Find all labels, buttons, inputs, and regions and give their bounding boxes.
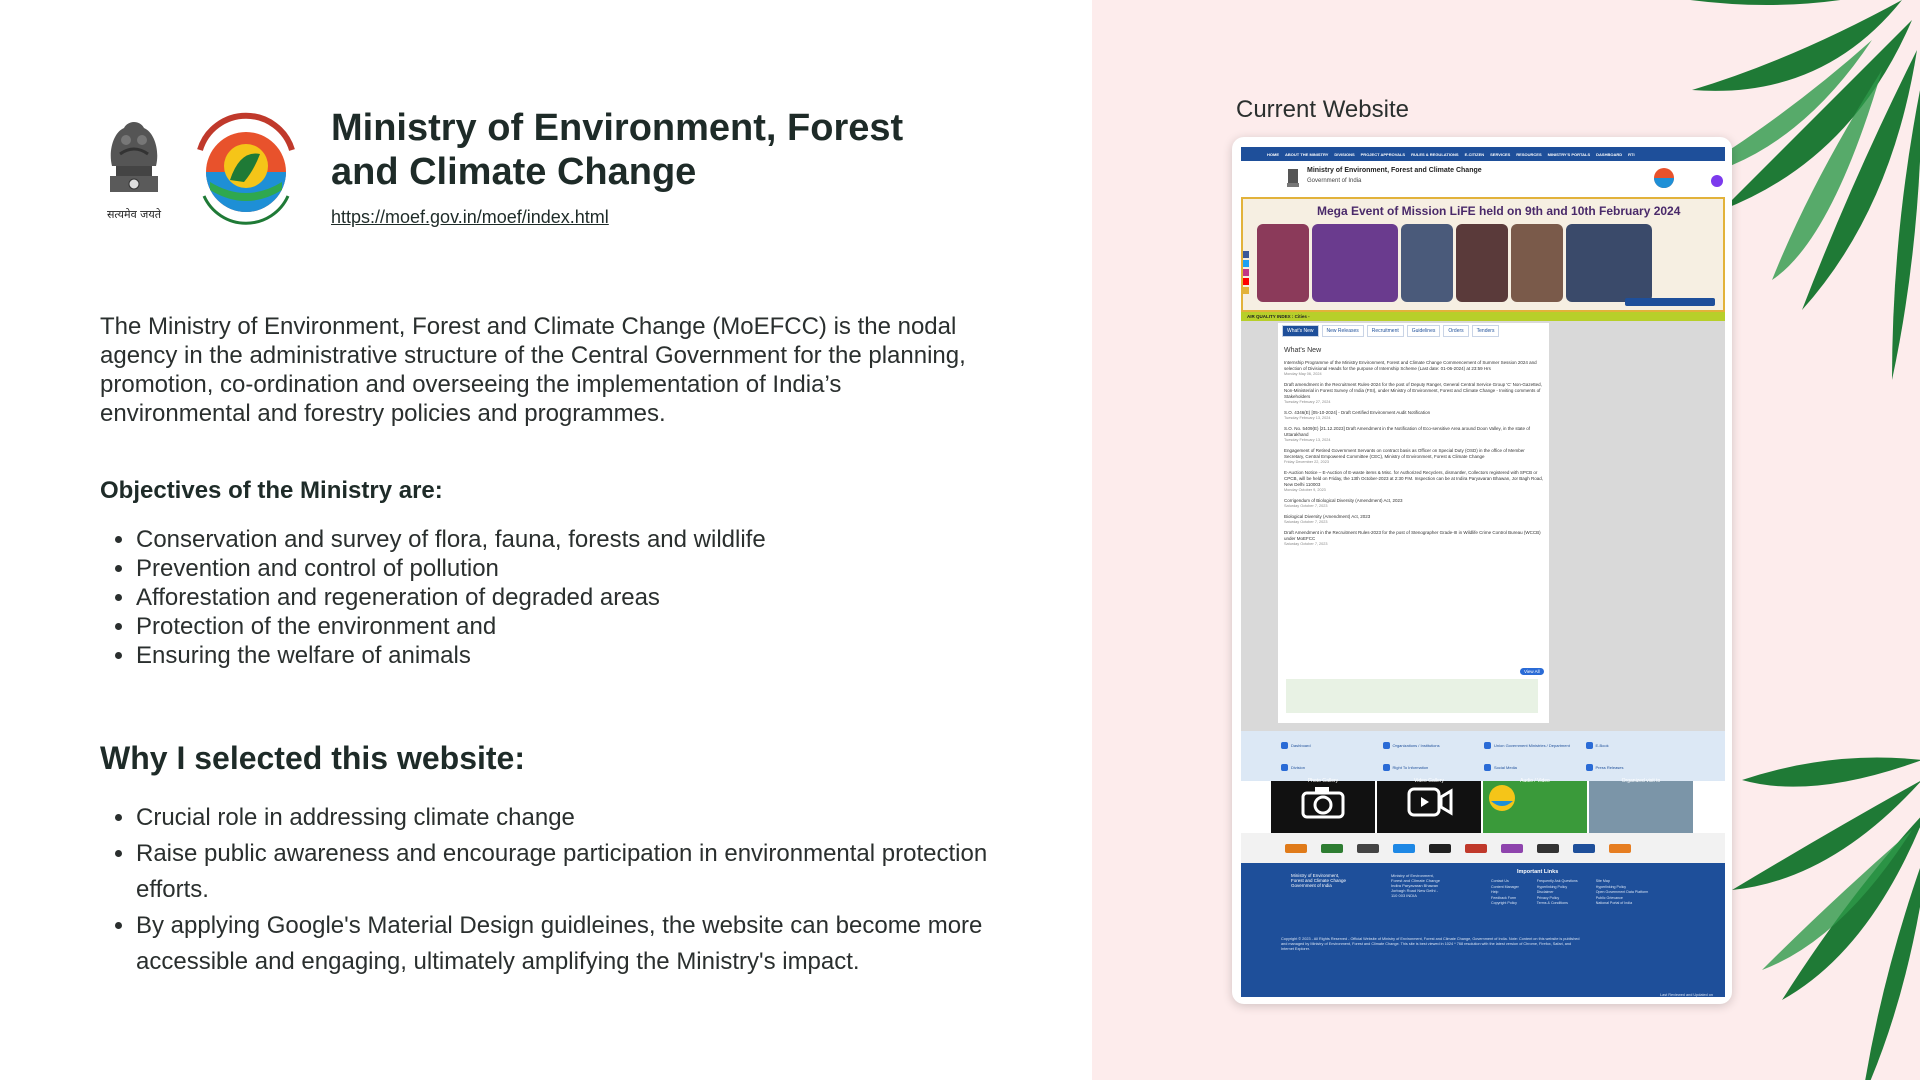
footer-important-links-title: Important Links	[1517, 869, 1559, 875]
emblem-motto: सत्यमेव जयते	[106, 208, 162, 221]
quick-link-label: Press Releases	[1595, 764, 1624, 770]
why-item: • Crucial role in addressing climate change	[136, 800, 1036, 836]
news-text: Corrigendum of Biological Diversity (Amendment) Act, 2023	[1284, 498, 1403, 503]
partner-logo-icon[interactable]	[1321, 844, 1343, 853]
news-item[interactable]	[1284, 470, 1543, 492]
partner-logo-icon[interactable]	[1537, 844, 1559, 853]
partner-logo-icon[interactable]	[1609, 844, 1631, 853]
partner-logos	[1241, 833, 1725, 863]
quick-link-label: Organizations / Institutions	[1392, 742, 1440, 748]
objective-item: • Conservation and survey of flora, fauna, forests and wildlife	[136, 525, 766, 554]
quick-link-press-releases[interactable]	[1586, 757, 1686, 777]
news-date: Saturday October 7, 2023	[1284, 520, 1328, 524]
news-date: Friday December 22, 2023	[1284, 460, 1329, 464]
social-sidebar	[1243, 251, 1249, 294]
news-text: Engagement of Retired Government Servants on contract basis as Officer on Special Duty (OSD) in the office of Member Secretary, Central Empowered Committee (CEC), Ministry of Environment, Forest & Climate Change	[1284, 448, 1525, 459]
footer-ministry-name: Ministry of Environment, Forest and Climate Change Government of India	[1291, 873, 1347, 888]
gallery-label: Video Gallery	[1414, 778, 1444, 784]
news-item[interactable]	[1284, 448, 1543, 464]
quick-link-social-media[interactable]	[1484, 757, 1584, 777]
site-header-gov: Government of India	[1307, 178, 1362, 184]
audio-video-tile[interactable]	[1483, 778, 1587, 833]
quick-link-label: Right To Information	[1392, 764, 1429, 770]
footer-copyright: Copyright © 2023 - All Rights Reserved - Official Website of Ministry of Environment, Forest and Climate Change, Government of India. Note: Content on this website is published and managed by Ministry of Environment, Forest and Climate Change. This site is best viewed in 1024 * 768 resolution with the latest version of Chrome, Firefox, Safari, and Internet Explorer.	[1281, 937, 1580, 952]
video-gallery-tile[interactable]	[1377, 778, 1481, 833]
footer-link[interactable]: Contact Us	[1491, 879, 1509, 883]
current-website-label: Current Website	[1236, 96, 1409, 123]
whats-new-panel	[1278, 323, 1549, 723]
footer-link[interactable]: Help	[1491, 890, 1499, 894]
quick-link-rti[interactable]	[1383, 757, 1483, 777]
intro-paragraph: The Ministry of Environment, Forest and Climate Change (MoEFCC) is the nodal agency in the administrative structure of the Central Government for the planning, promotion, co-ordination and overseeing the implementation of India’s environmental and forestry policies and programmes.	[100, 313, 966, 427]
quick-link-label: Union Government Ministries / Department	[1494, 742, 1570, 748]
footer-link[interactable]: Terms & Conditions	[1536, 901, 1568, 905]
gallery-label: Organized visit to	[1621, 778, 1661, 784]
quick-link-division[interactable]	[1281, 757, 1381, 777]
banner-photo	[1257, 224, 1309, 302]
why-item: • By applying Google's Material Design guidleines, the website can become more accessible and engaging, ultimately amplifying the Ministry's impact.	[136, 908, 1036, 980]
objective-item: • Ensuring the welfare of animals	[136, 641, 766, 670]
quick-link-organizations[interactable]	[1383, 735, 1483, 755]
partner-logo-icon[interactable]	[1285, 844, 1307, 853]
site-nav-item[interactable]: HOME	[1267, 151, 1279, 157]
banner-carousel-controls[interactable]	[1625, 298, 1715, 306]
site-nav-item[interactable]: RULES & REGULATIONS	[1411, 151, 1459, 157]
site-nav-item[interactable]: RESOURCES	[1516, 151, 1542, 157]
tab-recruitment[interactable]: Recruitment	[1367, 325, 1404, 337]
government-icon	[1484, 742, 1491, 749]
accessibility-icon[interactable]	[1711, 175, 1723, 187]
site-content	[1241, 321, 1725, 731]
site-nav-item[interactable]: MINISTRY'S PORTALS	[1547, 151, 1591, 157]
banner-photo	[1456, 224, 1508, 302]
quick-link-label: Dashboard	[1291, 742, 1311, 748]
site-nav-item[interactable]: DASHBOARD	[1596, 151, 1623, 157]
site-emblem-icon	[1285, 165, 1301, 191]
site-header	[1241, 161, 1725, 197]
site-footer	[1241, 863, 1725, 997]
news-item[interactable]	[1284, 514, 1543, 524]
site-nav-item[interactable]: PROJECT APPROVALS	[1360, 151, 1406, 157]
site-nav-item[interactable]: RTI	[1628, 151, 1635, 157]
division-icon	[1281, 764, 1288, 771]
banner-photo	[1511, 224, 1563, 302]
news-item[interactable]	[1284, 530, 1543, 546]
footer-link-column	[1596, 879, 1649, 907]
ministry-title-line-2: and Climate Change	[331, 151, 697, 193]
quick-link-label: E-Book	[1595, 742, 1609, 748]
footer-updated: Last Reviewed and Updated on	[1660, 993, 1713, 997]
banner-photo	[1401, 224, 1453, 302]
news-text: Internship Programme of the Ministry Environment, Forest and Climate Change Commencement of Summer Session 2024 and selection of Divisional Heads for the purpose of Internship Scheme (Last date: 01-06-2024) at 23:59 Hrs	[1284, 360, 1537, 371]
quick-link-label: Social Media	[1494, 764, 1517, 770]
footer-link[interactable]: Feedback Form	[1491, 895, 1517, 900]
news-item[interactable]	[1284, 498, 1543, 508]
banner-title: Mega Event of Mission LiFE held on 9th and 10th February 2024	[1317, 204, 1681, 218]
footer-link-column	[1537, 879, 1578, 907]
youtube-icon[interactable]	[1243, 278, 1249, 285]
footer-link[interactable]: National Portal of India	[1595, 901, 1633, 905]
twitter-icon[interactable]	[1243, 260, 1249, 267]
site-nav-item[interactable]: E-CITIZEN	[1464, 151, 1485, 157]
banner-photos	[1257, 224, 1652, 302]
partner-logo-icon[interactable]	[1501, 844, 1523, 853]
ministry-title	[331, 106, 951, 194]
footer-link[interactable]: Frequently Ask Questions	[1536, 879, 1578, 883]
site-nav-bar	[1241, 147, 1725, 161]
site-header-name: Ministry of Environment, Forest and Climate Change	[1307, 167, 1482, 174]
news-date: Tuesday February 13, 2024	[1284, 438, 1331, 442]
banner-photo	[1566, 224, 1652, 302]
footer-address: Ministry of Environment, Forest and Climate Change Indira Paryavaran Bhawan Jorbagh Road New Delhi - 110 003 INDIA	[1391, 873, 1440, 898]
site-nav-item[interactable]: ABOUT THE MINISTRY	[1285, 151, 1329, 157]
site-nav-item[interactable]: SERVICES	[1490, 151, 1511, 157]
website-screenshot	[1241, 147, 1725, 997]
news-date: Saturday October 7, 2023	[1284, 504, 1328, 508]
document-icon	[1383, 764, 1390, 771]
news-text: Biological Diversity (Amendment) Act, 2023	[1284, 514, 1371, 519]
quick-links	[1241, 731, 1725, 781]
mission-life-banner[interactable]	[1286, 679, 1538, 713]
site-nav-item[interactable]: DIVISIONS	[1334, 151, 1355, 157]
dashboard-icon	[1281, 742, 1288, 749]
footer-link-column	[1491, 879, 1519, 907]
organized-visit-tile[interactable]	[1589, 778, 1693, 833]
objective-item: • Protection of the environment and	[136, 612, 766, 641]
national-emblem-icon	[98, 110, 170, 232]
news-date: Monday October 9, 2023	[1284, 488, 1326, 492]
aqi-bar[interactable]: AIR QUALITY INDEX : Cities -	[1241, 312, 1725, 321]
footer-link[interactable]: Content Manager	[1491, 884, 1519, 889]
facebook-icon[interactable]	[1243, 251, 1249, 258]
website-screenshot-frame	[1232, 137, 1732, 1004]
gallery-label: Photo Gallery	[1307, 778, 1339, 784]
partner-logo-icon[interactable]	[1357, 844, 1379, 853]
news-date: Saturday October 7, 2023	[1284, 542, 1328, 546]
quick-link-label: Division	[1291, 764, 1306, 770]
banner-photo	[1312, 224, 1398, 302]
footer-link[interactable]: Privacy Policy	[1536, 895, 1560, 900]
ministry-url-link[interactable]: https://moef.gov.in/moef/index.html	[331, 207, 609, 227]
instagram-icon[interactable]	[1243, 269, 1249, 276]
news-item[interactable]	[1284, 426, 1543, 442]
footer-link[interactable]: Disclaimer	[1536, 890, 1554, 894]
media-gallery	[1241, 778, 1725, 833]
whats-new-title: What's New	[1284, 347, 1322, 354]
why-item: • Raise public awareness and encourage participation in environmental protection efforts.	[136, 836, 1036, 908]
share-icon[interactable]	[1243, 287, 1249, 294]
news-text: Draft amendment in the Recruitment Rules-2024 for the post of Deputy Ranger, General Central Service Group 'C' Non-Gazetted, Non-Ministerial in Forest Survey of India (FSI), under Ministry of Environment, Forest and Climate Change - Inviting comments of Stakeholders	[1284, 382, 1542, 399]
site-logo-icon	[1651, 166, 1677, 190]
news-date: Monday May 06, 2024	[1284, 372, 1322, 376]
view-all-button[interactable]: View All	[1520, 668, 1544, 675]
footer-link[interactable]: Hyperlinking Policy	[1536, 884, 1568, 889]
tab-new-releases[interactable]: New Releases	[1322, 325, 1364, 337]
quick-link-dashboard[interactable]	[1281, 735, 1381, 755]
objectives-heading: Objectives of the Ministry are:	[100, 477, 443, 504]
news-text: E-Auction Notice – E-Auction of E-waste items & Misc. for Authorized Recyclers, dismantler, Collectors registered with SPCB or CPCB, will be held on Friday, the 13th October-2023 at 2:30 P.M. Inspection can be at Indira Paryavaran Bhawan, Jor Bagh Road, New Delhi 110003	[1284, 470, 1543, 487]
book-icon	[1586, 742, 1593, 749]
news-date: Tuesday February 27, 2024	[1284, 400, 1331, 404]
partner-logo-icon[interactable]	[1393, 844, 1415, 853]
partner-logo-icon[interactable]	[1573, 844, 1595, 853]
partner-logo-icon[interactable]	[1465, 844, 1487, 853]
news-item[interactable]	[1284, 410, 1543, 420]
news-item[interactable]	[1284, 360, 1543, 376]
gallery-label: Audio / Video	[1520, 778, 1550, 784]
partner-logo-icon[interactable]	[1429, 844, 1451, 853]
quick-link-ebook[interactable]	[1586, 735, 1686, 755]
objective-item: • Prevention and control of pollution	[136, 554, 766, 583]
footer-link-columns	[1491, 879, 1648, 907]
press-icon	[1586, 764, 1593, 771]
footer-link[interactable]: Site Map	[1595, 879, 1610, 883]
site-banner	[1241, 197, 1725, 312]
right-panel	[1092, 0, 1920, 1080]
moefcc-logo-icon	[190, 110, 302, 228]
organization-icon	[1383, 742, 1390, 749]
news-text: Draft Amendment in the Recruitment Rules-2023 for the post of Stenographer Grade-III in Wildlife Crime Control Bureau (WCCB) under MoEFCC	[1284, 530, 1541, 541]
footer-link[interactable]: Open Government Data Platform	[1595, 890, 1649, 894]
why-list	[100, 800, 1036, 980]
footer-link[interactable]: Public Grievance	[1595, 895, 1623, 900]
news-text: S.O. No. 5409(E) [21.12.2023] Draft Amendment in the Notification of Eco-sensitive Area around Doon Valley, in the state of Uttarakhand	[1284, 426, 1530, 437]
photo-gallery-tile[interactable]	[1271, 778, 1375, 833]
objectives-list	[100, 525, 766, 670]
objective-item: • Afforestation and regeneration of degraded areas	[136, 583, 766, 612]
tab-orders[interactable]: Orders	[1443, 325, 1468, 337]
tab-whats-new[interactable]: What's New	[1282, 325, 1319, 337]
news-date: Tuesday February 13, 2024	[1284, 416, 1331, 420]
why-heading: Why I selected this website:	[100, 740, 525, 776]
news-item[interactable]	[1284, 382, 1543, 404]
ministry-title-line-1: Ministry of Environment, Forest	[331, 107, 904, 149]
news-tabs	[1278, 323, 1549, 339]
tab-tenders[interactable]: Tenders	[1472, 325, 1500, 337]
footer-link[interactable]: Hyperlinking Policy	[1595, 884, 1627, 889]
tab-guidelines[interactable]: Guidelines	[1407, 325, 1441, 337]
footer-link[interactable]: Copyright Policy	[1491, 901, 1517, 905]
news-text: S.O. 4346(E) [05-10-2024] - Draft Certified Environment Audit Notification	[1284, 410, 1431, 415]
share-icon	[1484, 764, 1491, 771]
quick-link-union-government[interactable]	[1484, 735, 1584, 755]
